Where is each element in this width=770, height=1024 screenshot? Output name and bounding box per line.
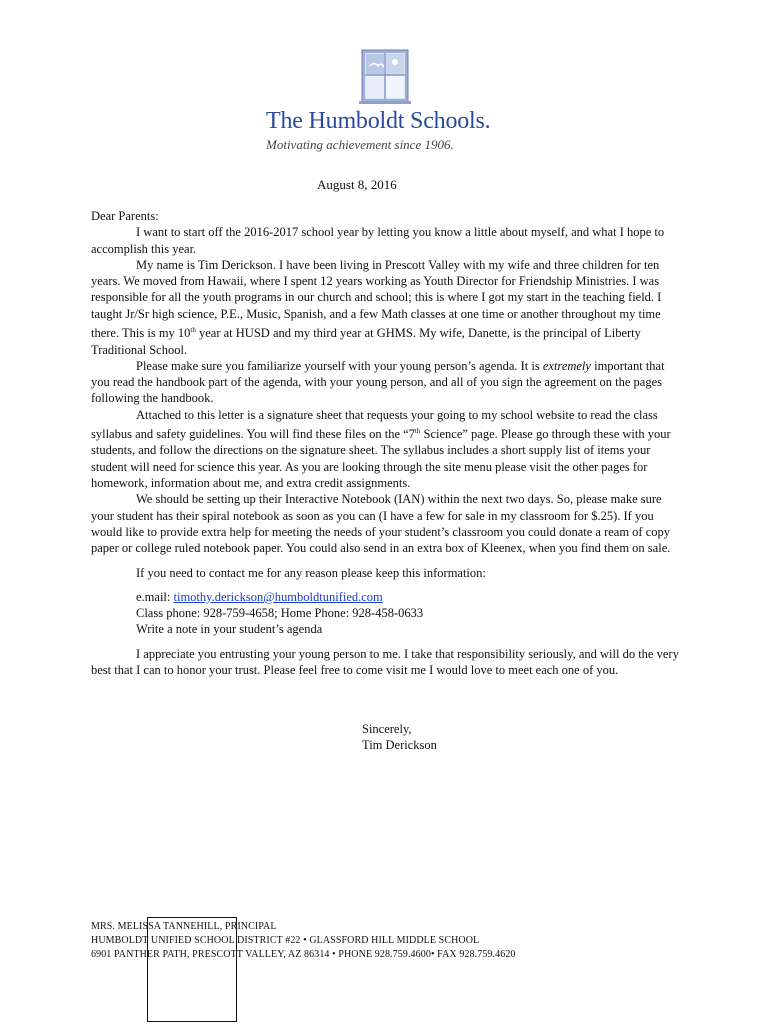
- letter-body: [91, 208, 683, 678]
- paragraph-agenda: [91, 358, 683, 407]
- contact-block: [136, 589, 683, 638]
- paragraph-agenda-text-end: important that you read the handbook part of the agenda, with your young person, and all of you sign the agreement on the pages following the handbook.: [91, 358, 665, 406]
- closing-block: [362, 721, 437, 754]
- paragraph-agenda-text: Please make sure you familiarize yourself with your young person’s agenda. It is: [136, 358, 543, 373]
- footer-principal: MRS. MELISSA TANNEHILL, PRINCIPAL: [91, 921, 277, 932]
- salutation: Dear Parents:: [91, 209, 159, 223]
- paragraph-signature-text: Attached to this letter is a signature sheet that requests your going to my school website to read the class syllabus and safety guidelines. You will find these files on the “7: [91, 407, 658, 442]
- signer-name: Tim Derickson: [362, 738, 437, 753]
- ordinal-suffix: th: [190, 326, 196, 335]
- email-line: [136, 589, 683, 605]
- phone-line: Class phone: 928-759-4658; Home Phone: 928-458-0633: [136, 606, 424, 621]
- emphasis-text: extremely: [542, 358, 591, 373]
- paragraph-about-me-text: My name is Tim Derickson. I have been living in Prescott Valley with my wife and three children for ten years. We moved from Hawaii, where I spent 12 years working as Youth Director for Friendship Ministries. I was responsible for all the youth programs in our church and school; this is where I got my start in the teaching field. I taught Jr/Sr high science, P.E., Music, Spanish, and a few Math classes at one time or another throughout my time there. This is my 10: [91, 257, 662, 341]
- school-window-logo: [356, 46, 414, 106]
- email-label: e.mail:: [136, 589, 174, 604]
- paragraph-notebook: We should be setting up their Interactive Notebook (IAN) within the next two days. So, please make sure your student has their spiral notebook as soon as you can (I have a few for sale in my classroom for $.25). If you would like to provide extra help for meeting the needs of your student’s classroom you could donate a ream of copy paper or college ruled notebook paper. You could also send in an extra box of Kleenex, when you find them on sale.: [91, 492, 671, 556]
- school-tagline: Motivating achievement since 1906.: [266, 137, 454, 152]
- paragraph-signature-sheet: [91, 407, 683, 492]
- paragraph-intro: I want to start off the 2016-2017 school year by letting you know a little about myself, and what I hope to accomplish this year.: [91, 225, 665, 256]
- footer-address: 6901 PANTHER PATH, PRESCOTT VALLEY, AZ 86314 • PHONE 928.759.4600• FAX 928.759.4620: [91, 949, 516, 960]
- school-name-wordmark: The Humboldt Schools.: [266, 108, 491, 134]
- paragraph-appreciation: I appreciate you entrusting your young person to me. I take that responsibility seriously, and will do the very best that I can to honor your trust. Please feel free to come visit me I would love to meet each one of you.: [91, 646, 679, 678]
- footer-district: HUMBOLDT UNIFIED SCHOOL DISTRICT #22 • GLASSFORD HILL MIDDLE SCHOOL: [91, 935, 480, 946]
- email-link[interactable]: timothy.derickson@humboldtunified.com: [173, 589, 383, 604]
- sign-off: Sincerely,: [362, 722, 412, 736]
- paragraph-about-me-text-end: year at HUSD and my third year at GHMS. My wife, Danette, is the principal of Liberty Traditional School.: [91, 326, 641, 357]
- ordinal-suffix: th: [414, 427, 421, 436]
- letter-date: August 8, 2016: [317, 177, 397, 192]
- paragraph-contact-intro: If you need to contact me for any reason please keep this information:: [136, 565, 486, 580]
- paragraph-about-me: [91, 257, 683, 358]
- letterhead-footer: [91, 920, 711, 962]
- paragraph-signature-text-end: Science” page. Please go through these with your students, and follow the directions on the signature sheet. The syllabus includes a short supply list of items your student will need for science this year. As you are looking through the site menu please visit the other pages for homework, information about me, and extra credit assignments.: [91, 427, 671, 491]
- agenda-note-line: Write a note in your student’s agenda: [136, 622, 323, 637]
